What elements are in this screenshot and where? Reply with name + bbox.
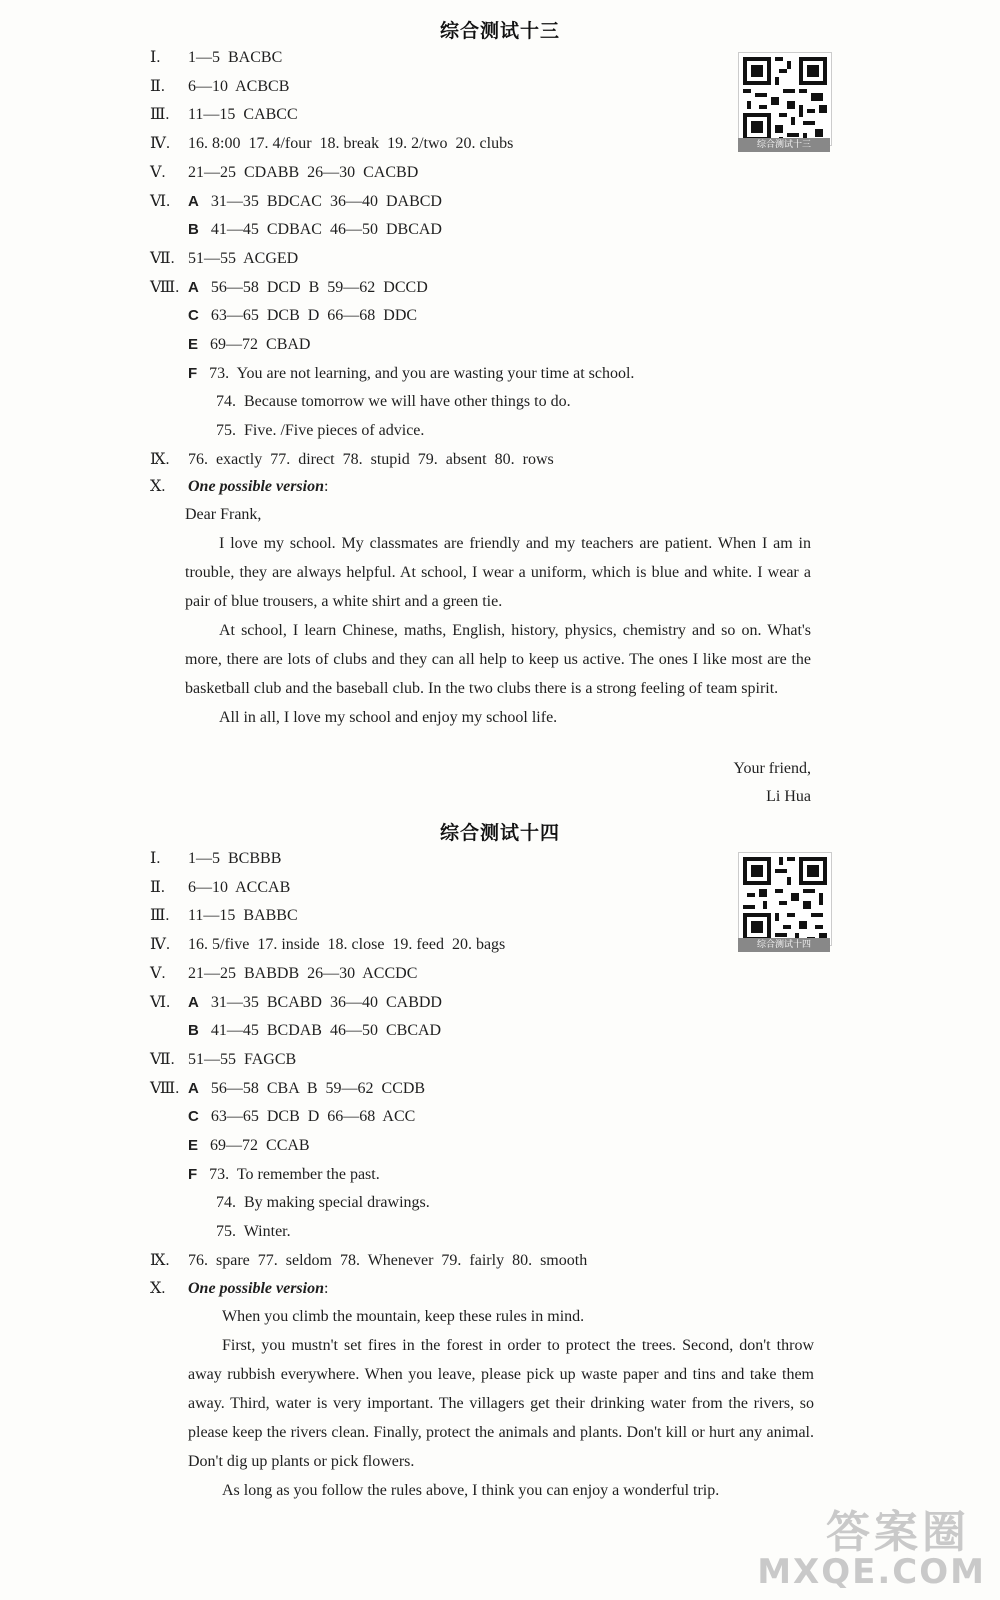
question-number: Ⅲ. bbox=[150, 106, 170, 124]
answer-line bbox=[150, 1136, 310, 1156]
answer-line bbox=[150, 1021, 441, 1041]
part-label: A bbox=[188, 278, 199, 296]
answer-text: 11—15 CABCC bbox=[188, 106, 298, 124]
watermark-logo: 答案圈 bbox=[826, 1507, 970, 1558]
answer-text: 21—25 BABDB 26—30 ACCDC bbox=[188, 964, 418, 982]
answer-text: 6—10 ACBCB bbox=[188, 77, 290, 95]
letter-closing bbox=[600, 755, 811, 811]
answer-text: 21—25 CDABB 26—30 CACBD bbox=[188, 163, 419, 181]
answer-line bbox=[150, 77, 289, 97]
answer-text: 69—72 CBAD bbox=[210, 336, 311, 353]
greeting: Dear Frank, bbox=[185, 506, 262, 523]
answer-text: 76. exactly 77. direct 78. stupid 79. absent 80. rows bbox=[188, 450, 554, 468]
answer-line bbox=[150, 163, 418, 183]
question-number: Ⅰ. bbox=[150, 850, 161, 867]
qr-code-icon bbox=[739, 853, 831, 945]
answer-text: 73. To remember the past. bbox=[209, 1165, 380, 1183]
qr-caption-14: 综合测试十四 bbox=[738, 938, 830, 952]
answer-line bbox=[150, 1193, 430, 1213]
watermark-url: MXQE.COM bbox=[757, 1552, 986, 1592]
version-colon: : bbox=[324, 1280, 329, 1297]
section-13-title: 综合测试十三 bbox=[439, 20, 560, 42]
question-number: Ⅵ. bbox=[150, 993, 171, 1011]
answer-line bbox=[150, 450, 554, 470]
qr-code-14 bbox=[738, 852, 832, 946]
essay-paragraph: I love my school. My classmates are friendly and my teachers are patient. When I am in trouble, they are always helpful. At school, I wear a uniform, which is blue and white. I wear a pair of blue trousers, a white shirt and a green tie. bbox=[185, 535, 811, 610]
question-number: Ⅶ. bbox=[150, 1050, 175, 1068]
closing-line: Your friend, bbox=[733, 760, 811, 777]
question-number: Ⅷ. bbox=[150, 1079, 180, 1097]
part-label: B bbox=[188, 1022, 199, 1040]
answer-text: 16. 5/five 17. inside 18. close 19. feed 20. bags bbox=[188, 936, 506, 954]
answer-text: 41—45 BCDAB 46—50 CBCAD bbox=[210, 1022, 442, 1040]
essay-paragraph: As long as you follow the rules above, I think you can enjoy a wonderful trip. bbox=[222, 1482, 720, 1499]
version-colon: : bbox=[324, 478, 329, 495]
answer-line bbox=[150, 1079, 425, 1099]
essay-14 bbox=[188, 1302, 814, 1505]
part-label: A bbox=[188, 1079, 199, 1097]
question-number: Ⅳ. bbox=[150, 135, 170, 153]
question-number: Ⅶ. bbox=[150, 249, 175, 267]
answer-line bbox=[150, 1222, 291, 1242]
answer-text: 51—55 FAGCB bbox=[188, 1050, 297, 1068]
answer-text: 31—35 BCABD 36—40 CABDD bbox=[210, 993, 442, 1011]
answer-line bbox=[150, 335, 310, 355]
answer-text: 76. spare 77. seldom 78. Whenever 79. fairly 80. smooth bbox=[188, 1251, 588, 1269]
question-number: Ⅴ. bbox=[150, 163, 166, 181]
answer-text: 51—55 ACGED bbox=[188, 249, 299, 267]
answer-line bbox=[150, 1251, 587, 1271]
answer-text: 1—5 BACBC bbox=[188, 49, 283, 66]
answer-text: 56—58 CBA B 59—62 CCDB bbox=[210, 1079, 426, 1097]
essay-13 bbox=[185, 500, 811, 732]
answer-text: 56—58 DCD B 59—62 DCCD bbox=[210, 278, 428, 296]
essay-paragraph: All in all, I love my school and enjoy my school life. bbox=[219, 709, 558, 726]
answer-text: 63—65 DCB D 66—68 ACC bbox=[210, 1108, 416, 1126]
answer-line bbox=[150, 220, 442, 240]
answer-line bbox=[150, 421, 424, 441]
question-number: Ⅱ. bbox=[150, 878, 165, 896]
answer-text: 31—35 BDCAC 36—40 DABCD bbox=[210, 192, 442, 210]
qr-code-icon bbox=[739, 53, 831, 145]
part-label: C bbox=[188, 307, 199, 325]
answer-text: 41—45 CDBAC 46—50 DBCAD bbox=[210, 221, 442, 239]
answer-line bbox=[150, 1165, 380, 1185]
question-number: Ⅰ. bbox=[150, 49, 161, 66]
part-label: A bbox=[188, 192, 199, 210]
question-number: Ⅸ. bbox=[150, 1251, 170, 1269]
part-label: E bbox=[188, 1137, 199, 1154]
essay-paragraph: When you climb the mountain, keep these rules in mind. bbox=[222, 1308, 585, 1325]
answer-line bbox=[150, 306, 417, 326]
answer-line bbox=[150, 906, 298, 926]
signature: Li Hua bbox=[766, 788, 811, 805]
answer-text: 75. Five. /Five pieces of advice. bbox=[216, 422, 425, 440]
answer-text: 75. Winter. bbox=[216, 1223, 291, 1241]
part-label: B bbox=[188, 221, 199, 239]
answer-line bbox=[150, 1107, 415, 1127]
question-number: Ⅷ. bbox=[150, 278, 180, 296]
part-label: A bbox=[188, 993, 199, 1011]
essay-paragraph: At school, I learn Chinese, maths, English, history, physics, chemistry and so on. What's more, there are lots of clubs and they can all help to keep us active. The ones I like most are the basketball club and the baseball club. In the two clubs there is a strong feeling of team spirit. bbox=[185, 622, 811, 697]
question-number: Ⅸ. bbox=[150, 450, 170, 468]
answer-line bbox=[150, 105, 298, 125]
part-label: F bbox=[188, 364, 198, 382]
answer-text: 74. Because tomorrow we will have other things to do. bbox=[216, 393, 571, 411]
answer-line bbox=[150, 849, 281, 869]
question-number: Ⅱ. bbox=[150, 77, 165, 95]
part-label: C bbox=[188, 1108, 199, 1126]
qr-code-13 bbox=[738, 52, 832, 146]
answer-line bbox=[150, 192, 442, 212]
answer-line bbox=[150, 48, 282, 68]
answer-line bbox=[150, 278, 428, 298]
question-number: Ⅵ. bbox=[150, 192, 171, 210]
answer-line bbox=[150, 1050, 296, 1070]
answer-line bbox=[150, 878, 290, 898]
answer-line bbox=[150, 249, 298, 269]
answer-line bbox=[150, 935, 505, 955]
part-label: F bbox=[188, 1165, 198, 1183]
answer-line bbox=[150, 364, 634, 384]
question-number: Ⅹ. bbox=[150, 1280, 166, 1297]
answer-text: 6—10 ACCAB bbox=[188, 878, 291, 896]
answer-text: 11—15 BABBC bbox=[188, 907, 298, 925]
question-number: Ⅲ. bbox=[150, 907, 170, 925]
question-number: Ⅴ. bbox=[150, 964, 166, 982]
writing-header-13 bbox=[150, 477, 328, 497]
answer-text: 16. 8:00 17. 4/four 18. break 19. 2/two 20. clubs bbox=[188, 135, 514, 153]
version-label: One possible version bbox=[188, 1280, 324, 1297]
version-label: One possible version bbox=[188, 478, 324, 495]
question-number: Ⅳ. bbox=[150, 936, 170, 954]
answer-text: 69—72 CCAB bbox=[210, 1137, 310, 1154]
question-number: Ⅹ. bbox=[150, 478, 166, 495]
essay-paragraph: First, you mustn't set fires in the forest in order to protect the trees. Second, don't throw away rubbish everywhere. When you leave, please pick up waste paper and tins and take them away. Third, water is very important. The villagers get their drinking water from the rivers, so please keep the rivers clean. Finally, protect the animals and plants. Don't kill or hurt any animal. Don't dig up plants or pick flowers. bbox=[188, 1337, 814, 1470]
answer-line bbox=[150, 964, 417, 984]
answer-text: 63—65 DCB D 66—68 DDC bbox=[210, 307, 418, 325]
answer-line bbox=[150, 134, 513, 154]
part-label: E bbox=[188, 336, 199, 353]
qr-caption-13: 综合测试十三 bbox=[738, 138, 830, 152]
answer-text: 74. By making special drawings. bbox=[216, 1194, 430, 1212]
answer-line bbox=[150, 392, 571, 412]
writing-header-14 bbox=[150, 1279, 328, 1299]
answer-text: 1—5 BCBBB bbox=[188, 850, 282, 867]
section-14-title: 综合测试十四 bbox=[439, 822, 560, 844]
answer-text: 73. You are not learning, and you are wasting your time at school. bbox=[209, 364, 635, 382]
answer-line bbox=[150, 993, 442, 1013]
